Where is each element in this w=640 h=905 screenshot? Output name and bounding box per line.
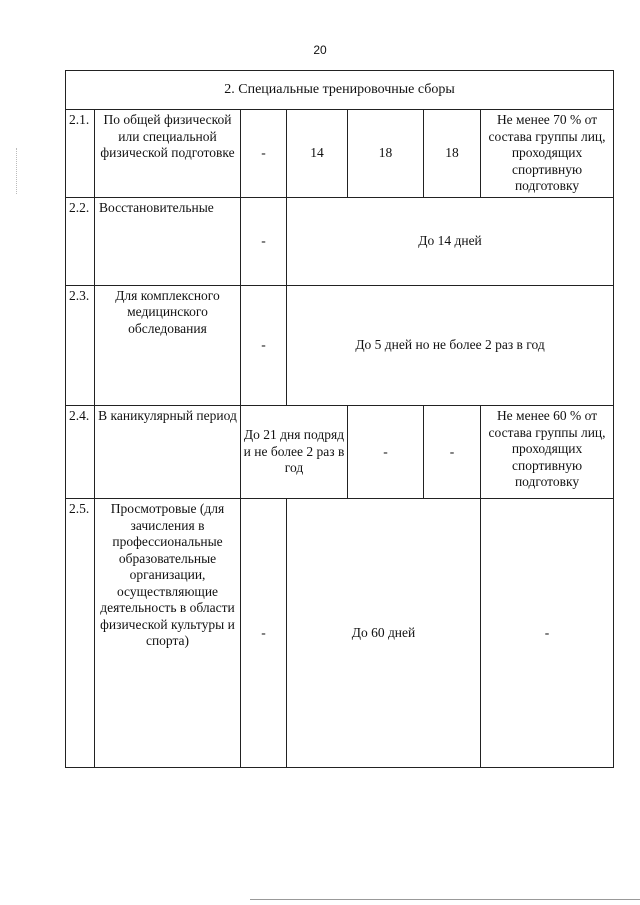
table-row [66,197,614,285]
table-row [66,110,614,198]
row-name: Для комплексного медицинского обследования [95,285,241,406]
row-cell: - [241,285,287,406]
page-number: 20 [313,43,327,57]
margin-mark [16,148,19,194]
table-row [66,499,614,768]
row-cell: - [241,499,287,768]
row-number: 2.2. [66,197,95,285]
row-cell: - [481,499,614,768]
row-number: 2.5. [66,499,95,768]
row-cell: - [424,406,481,499]
row-name: Восстановительные [95,197,241,285]
row-number: 2.4. [66,406,95,499]
row-cell: - [241,197,287,285]
row-cell: - [241,110,287,198]
row-cell: - [348,406,424,499]
row-span-cell: До 60 дней [287,499,481,768]
row-span-cell: До 5 дней но не более 2 раз в год [287,285,614,406]
training-camps-table [65,70,614,768]
row-cell: 18 [348,110,424,198]
row-number: 2.1. [66,110,95,198]
row-span-cell: До 21 дня подряд и не более 2 раз в год [241,406,348,499]
row-note: Не менее 60 % от состава группы лиц, проходящих спортивную подготовку [481,406,614,499]
section-header-row [66,71,614,110]
section-title: 2. Специальные тренировочные сборы [66,71,614,110]
bottom-edge-line [250,899,640,900]
row-cell: 18 [424,110,481,198]
row-number: 2.3. [66,285,95,406]
row-span-cell: До 14 дней [287,197,614,285]
row-cell: 14 [287,110,348,198]
table-row [66,406,614,499]
row-note: Не менее 70 % от состава группы лиц, проходящих спортивную подготовку [481,110,614,198]
row-name: По общей физической или специальной физической подготовке [95,110,241,198]
row-name: В каникулярный период [95,406,241,499]
table-row [66,285,614,406]
row-name: Просмотровые (для зачисления в профессиональные образовательные организации, осуществляющие деятельность в области физической культуры и спорта) [95,499,241,768]
